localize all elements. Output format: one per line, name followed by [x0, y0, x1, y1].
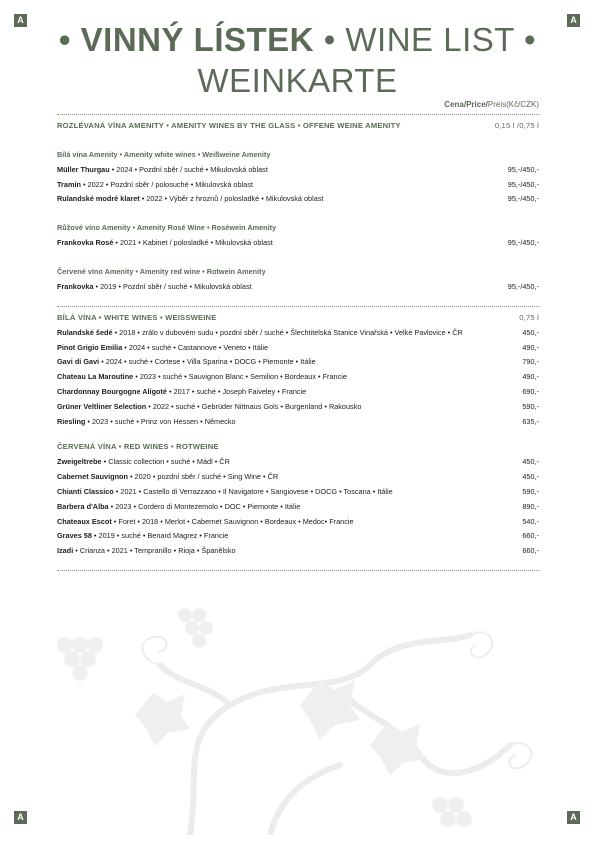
brand-logo-icon: A	[14, 14, 27, 27]
wine-price: 95,-/450,-	[507, 164, 539, 174]
wine-name: Riesling	[57, 416, 86, 426]
wine-desc: • 2022 • Pozdní sběr / polosuché • Mikulovská oblast	[80, 179, 253, 189]
wine-desc: • 2017 • suché • Joseph Faiveley • Francie	[167, 387, 307, 397]
list-item	[57, 177, 539, 192]
wine-price: 540,-	[522, 516, 539, 526]
white-wines	[57, 310, 539, 558]
grapevine-watermark-icon	[40, 575, 560, 835]
list-item	[57, 340, 539, 355]
wine-name: Barbera d'Alba	[57, 501, 109, 511]
list-item	[57, 192, 539, 207]
wine-name: Grüner Veltliner Selection	[57, 401, 147, 411]
wine-name: Gavi di Gavi	[57, 357, 100, 367]
wine-price: 590,-	[522, 487, 539, 497]
wine-desc: • 2022 • Výběr z hroznů / polosladké • Mikulovská oblast	[139, 194, 324, 204]
section-title: ČERVENÁ VÍNA • RED WINES • ROTWEINE	[57, 442, 219, 452]
wine-desc: • 2022 • suché • Gebrüder Nittnaus Gols • Burgenland • Rakousko	[146, 401, 362, 411]
wine-desc: • 2020 • pozdní sběr / suché • Sing Wine • ČR	[127, 472, 279, 482]
wine-desc: • Crianza • 2021 • Tempranillo • Rioja • Španělsko	[73, 546, 236, 556]
brand-logo-icon: A	[567, 14, 580, 27]
group-title: Růžové víno Amenity • Amenity Rosé Wine • Roséwein Amenity	[57, 223, 277, 233]
wine-desc: • 2023 • Cordero di Montezemolo • DOC • Piemonte • Itálie	[108, 501, 301, 511]
wine-desc: • 2021 • Castello di Verrazzano • Il Navigatore • Sangiovese • DOCG • Toscana • Itálie	[113, 487, 393, 497]
title-german: WEINKARTE	[197, 62, 398, 99]
list-item	[57, 399, 539, 414]
wine-desc: • 2023 • suché • Prinz von Hessen • Německo	[85, 416, 236, 426]
wine-name: Frankovka	[57, 282, 94, 292]
wine-price: 590,-	[522, 401, 539, 411]
section-header	[57, 118, 539, 132]
wine-desc: • 2023 • suché • Sauvignon Blanc • Semilion • Bordeaux • Francie	[133, 372, 347, 382]
wine-price: 790,-	[522, 357, 539, 367]
wine-desc: • 2018 • zrálo v dubovém sudu • pozdní sběr / suché • Šlechtitelská Stanice Vinařská • Velké Pavlovice • ČR	[112, 327, 463, 337]
list-item	[57, 499, 539, 514]
list-item	[57, 455, 539, 470]
price-column-header	[444, 100, 539, 109]
list-item	[57, 279, 539, 294]
wine-name: Chardonnay Bourgogne Aligoté	[57, 387, 167, 397]
wine-price: 635,-	[522, 416, 539, 426]
wine-name: Chateau La Maroutine	[57, 372, 134, 382]
wine-price: 95,-/450,-	[507, 238, 539, 248]
wine-price: 450,-	[522, 327, 539, 337]
wine-price: 490,-	[522, 342, 539, 352]
brand-logo-icon: A	[567, 811, 580, 824]
wine-name: Cabernet Sauvignon	[57, 472, 128, 482]
list-item	[57, 235, 539, 250]
list-item	[57, 543, 539, 558]
wine-price: 690,-	[522, 387, 539, 397]
wine-price: 490,-	[522, 372, 539, 382]
wine-desc: • 2024 • suché • Castannove • Veneto • Itálie	[122, 342, 269, 352]
group-title: Bílá vína Amenity • Amenity white wines • Weißweine Amenity	[57, 150, 271, 159]
section-title: BÍLÁ VÍNA • WHITE WINES • WEISSWEINE	[57, 312, 217, 322]
wine-price: 660,-	[522, 546, 539, 556]
list-item	[57, 162, 539, 177]
list-item	[57, 414, 539, 429]
wine-name: Chateaux Escot	[57, 516, 112, 526]
wine-price: 450,-	[522, 472, 539, 482]
section-header	[57, 440, 539, 454]
list-item	[57, 325, 539, 340]
wine-desc: • 2021 • Kabinet / polosladké • Mikulovská oblast	[113, 238, 273, 248]
title-english: • WINE LIST •	[323, 21, 537, 58]
wine-desc: • 2024 • Pozdní sběr / suché • Mikulovská oblast	[109, 164, 268, 174]
wine-name: Pinot Grigio Emilia	[57, 342, 123, 352]
section-header	[57, 310, 539, 324]
list-item	[57, 514, 539, 529]
brand-logo-icon: A	[14, 811, 27, 824]
list-item	[57, 355, 539, 370]
wine-price: 95,-/450,-	[507, 194, 539, 204]
wine-name: Rulandské modré klaret	[57, 194, 140, 204]
section-unit: 0,15 l /0,75 l	[494, 120, 539, 130]
wine-price: 450,-	[522, 457, 539, 467]
wine-desc: • Classic collection • suché • Mádl • ČR	[101, 457, 230, 467]
wine-price: 890,-	[522, 501, 539, 511]
list-item	[57, 529, 539, 544]
section-unit: 0,75 l	[519, 312, 539, 322]
wine-price: 660,-	[522, 531, 539, 541]
title-czech: • VINNÝ LÍSTEK	[58, 21, 315, 58]
wine-desc: • 2024 • suché • Cortese • Villa Sparina • DOCG • Piemonte • Itálie	[99, 357, 316, 367]
list-item	[57, 369, 539, 384]
wine-name: Zweigeltrebe	[57, 457, 102, 467]
group-title: Červené víno Amenity • Amenity red wine • Rotwein Amenity	[57, 267, 266, 277]
wine-name: Rulandské šedé	[57, 327, 113, 337]
list-item	[57, 484, 539, 499]
wine-name: Tramín	[57, 179, 81, 189]
divider	[57, 570, 539, 571]
wine-name: Chianti Classico	[57, 487, 114, 497]
list-item	[57, 384, 539, 399]
page-title	[0, 22, 595, 58]
wine-price: 95,-/450,-	[507, 179, 539, 189]
wine-name: Izadi	[57, 546, 74, 556]
wine-price: 95,-/450,-	[507, 282, 539, 292]
wine-name: Graves 58	[57, 531, 92, 541]
wine-list	[57, 110, 539, 294]
section-title: ROZLÉVANÁ VÍNA AMENITY • AMENITY WINES BY THE GLASS • OFFENE WEINE AMENITY	[57, 120, 401, 130]
wine-desc: • 2019 • Pozdní sběr / suché • Mikulovská oblast	[93, 282, 252, 292]
price-label-rest: Preis(Kč/CZK)	[487, 100, 539, 109]
wine-desc: • Foret • 2018 • Merlot • Cabernet Sauvignon • Bordeaux • Medoc• Francie	[111, 516, 354, 526]
list-item	[57, 469, 539, 484]
wine-name: Müller Thurgau	[57, 164, 110, 174]
divider	[57, 306, 539, 307]
wine-desc: • 2019 • suché • Benard Magrez • Francie	[91, 531, 229, 541]
price-label-bold: Cena/Price/	[444, 100, 488, 109]
wine-name: Frankovka Rosé	[57, 238, 114, 248]
